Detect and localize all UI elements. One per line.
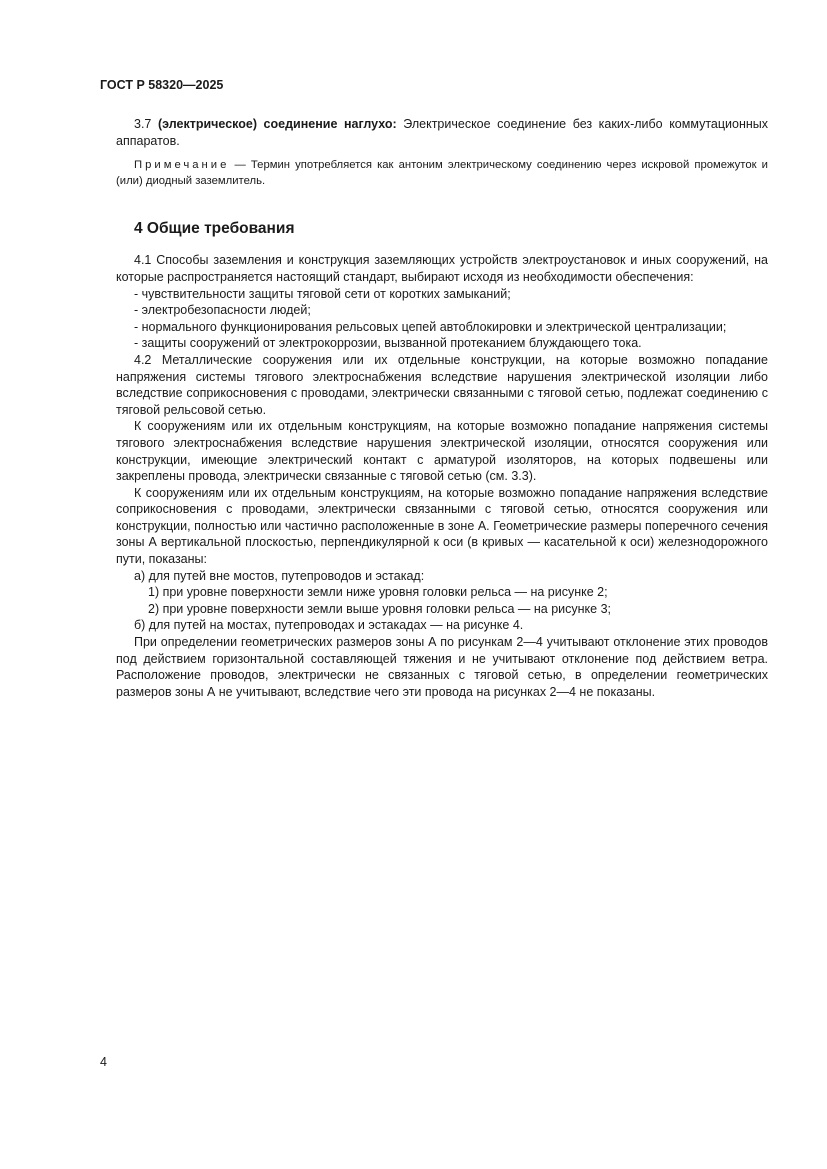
section-heading: 4 Общие требования bbox=[134, 220, 295, 238]
clause-4-1: 4.1 Способы заземления и конструкция заземляющих устройств электроустановок и иных сооружений, на которые распространяется настоящий стандарт, выбирают исходя из необходимости обеспечения: bbox=[116, 253, 768, 284]
term: (электрическое) соединение наглухо: bbox=[157, 117, 397, 131]
page-number: 4 bbox=[100, 1055, 107, 1069]
clause-4-2: 4.2 Металлические сооружения или их отдельные конструкции, на которые возможно попадание напряжения системы тягового электроснабжения вследствие нарушения электрической изоляции либо вследствие соприкосновения с проводами, электрически связанными с тяговой сетью, подлежат соединению с тяговой рельсовой сетью. bbox=[116, 352, 768, 417]
paragraph: К сооружениям или их отдельным конструкциям, на которые возможно попадание напряжения вследствие соприкосновения с проводами, электрически связанными с тяговой сетью, относятся сооружения или конструкции, полностью или частично расположенные в зоне А. Геометрические размеры поперечного сечения зоны А вертикальной плоскостью, перпендикулярной к оси (в кривых — касательной к оси) железнодорожного пути, показаны: bbox=[116, 485, 768, 567]
clause-3-7 bbox=[116, 116, 768, 149]
list-item: - электробезопасности людей; bbox=[134, 303, 311, 318]
sub-item-a1: 1) при уровне поверхности земли ниже уровня головки рельса — на рисунке 2; bbox=[148, 585, 608, 600]
note-text: — Термин употребляется как антоним электрическому соединению через искровой промежуток и (или) диодный заземлитель. bbox=[116, 159, 768, 187]
paragraph: При определении геометрических размеров зоны А по рисункам 2—4 учитывают отклонение этих проводов под действием горизонтальной составляющей тяжения и не учитывают отклонение под действием ветра. Расположение проводов, электрически не связанных с тяговой сетью, в определении геометрических размеров зоны А не учитывают, вследствие чего эти провода на рисунках 2—4 не показаны. bbox=[116, 635, 768, 699]
document-body bbox=[116, 116, 768, 700]
clause-number: 3.7 bbox=[134, 117, 152, 131]
note bbox=[116, 158, 768, 189]
sub-item-a2: 2) при уровне поверхности земли выше уровня головки рельса — на рисунке 3; bbox=[148, 601, 612, 616]
list-item: - защиты сооружений от электрокоррозии, вызванной протеканием блуждающего тока. bbox=[134, 336, 642, 351]
term-definition: Электрическое соединение без каких-либо коммутационных аппаратов. bbox=[116, 117, 769, 148]
note-label: Примечание bbox=[134, 159, 230, 172]
list-item: - нормального функционирования рельсовых цепей автоблокировки и электрической централизации; bbox=[134, 319, 727, 334]
document-code: ГОСТ Р 58320—2025 bbox=[100, 78, 224, 92]
sub-item-a: а) для путей вне мостов, путепроводов и эстакад: bbox=[134, 568, 425, 583]
list-item: - чувствительности защиты тяговой сети от коротких замыканий; bbox=[134, 286, 511, 301]
sub-item-b: б) для путей на мостах, путепроводах и эстакадах — на рисунке 4. bbox=[134, 618, 524, 633]
paragraph: К сооружениям или их отдельным конструкциям, на которые возможно попадание напряжения системы тягового электроснабжения вследствие нарушения электрической изоляции, относятся сооружения или конструкции, имеющие электрический контакт с арматурой изоляторов, на которых подвешены или закреплены провода, электрически связанные с тяговой сетью (см. 3.3). bbox=[116, 419, 768, 484]
